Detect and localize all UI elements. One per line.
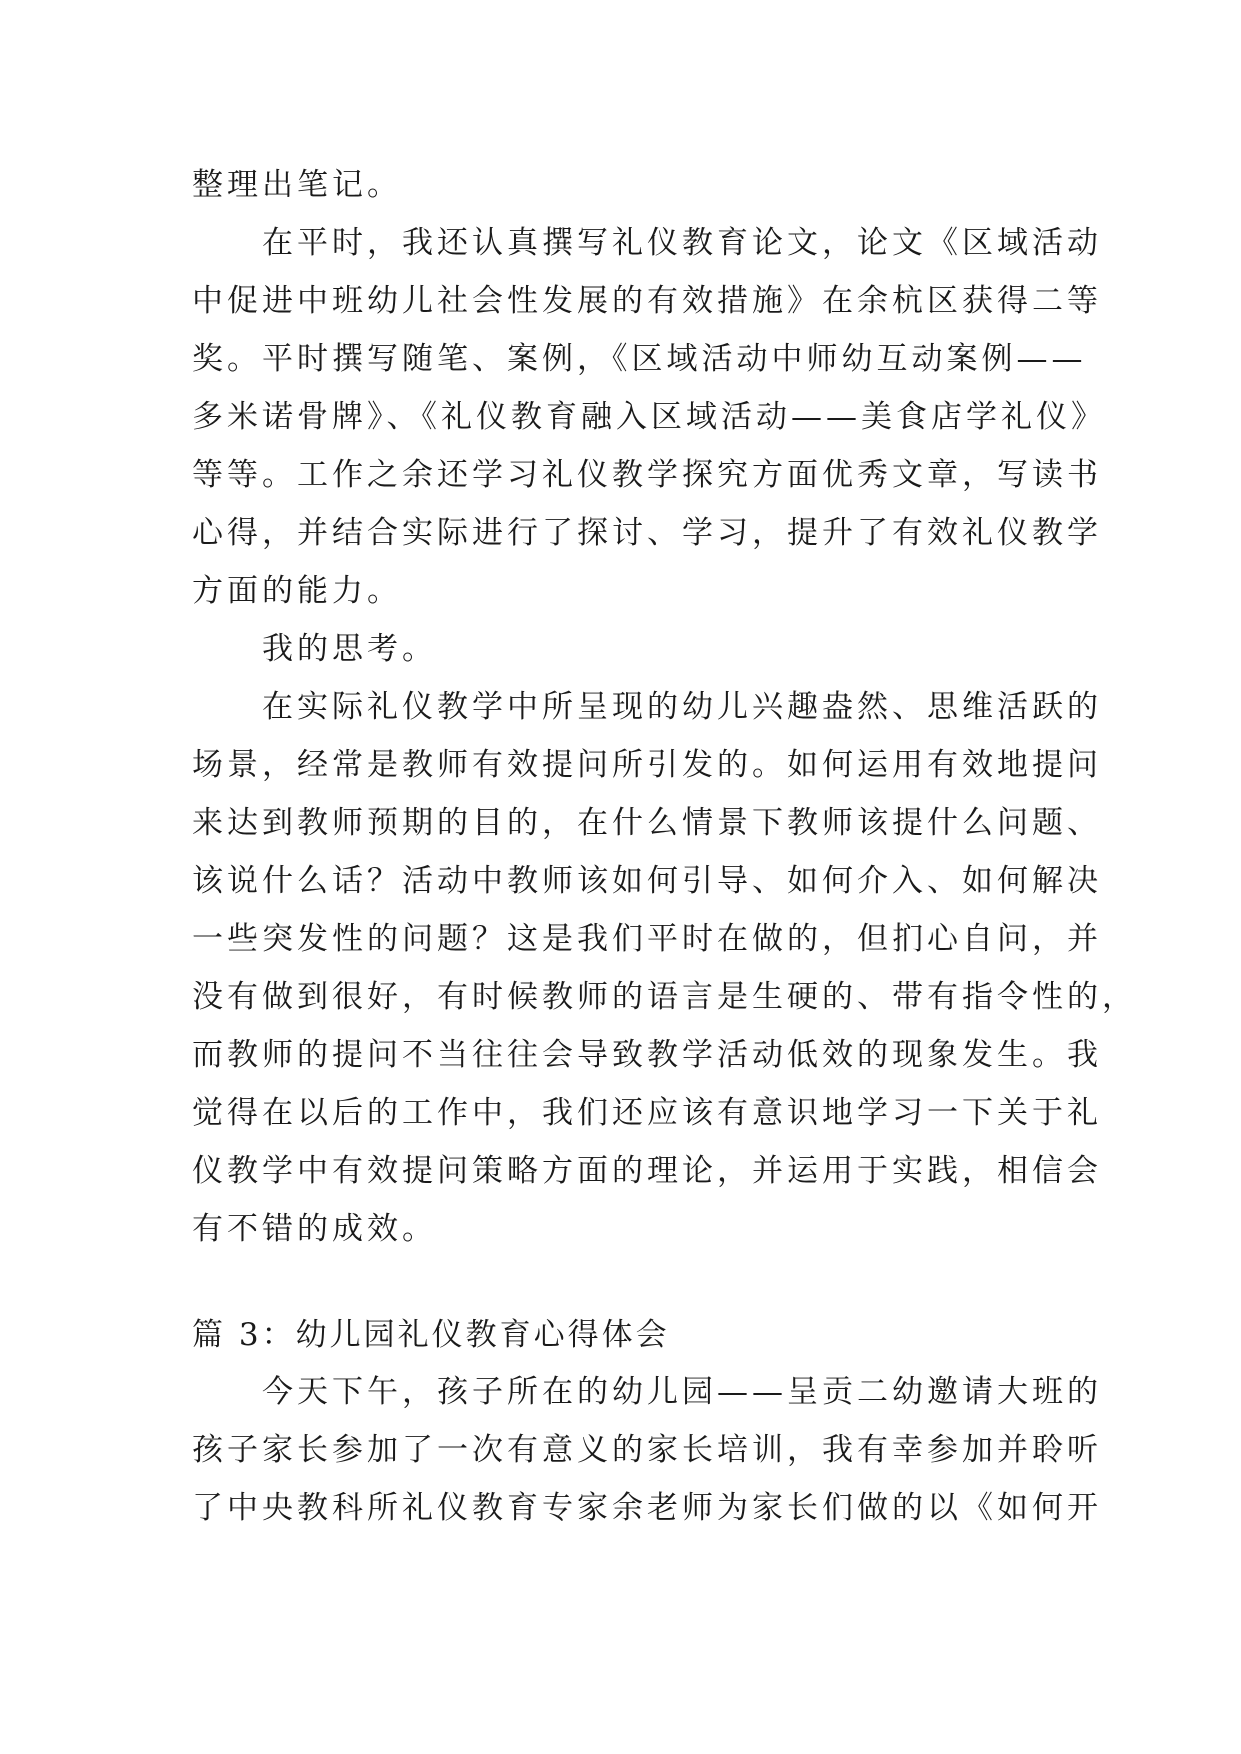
text-line: 我的思考。 xyxy=(192,631,437,667)
text-line: 一些突发性的问题？这是我们平时在做的，但扪心自问，并 xyxy=(192,921,1102,957)
text-line: 场景，经常是教师有效提问所引发的。如何运用有效地提问 xyxy=(192,747,1102,783)
text-line: 没有做到很好，有时候教师的语言是生硬的、带有指令性的， xyxy=(192,979,1137,1015)
text-line: 该说什么话？活动中教师该如何引导、如何介入、如何解决 xyxy=(192,863,1102,899)
text-line: 多米诺骨牌》、《礼仪教育融入区域活动——美食店学礼仪》 xyxy=(192,399,1106,435)
text-line: 等等。工作之余还学习礼仪教学探究方面优秀文章，写读书 xyxy=(192,457,1102,493)
text-line: 心得，并结合实际进行了探讨、学习，提升了有效礼仪教学 xyxy=(192,515,1102,551)
text-line: 奖。平时撰写随笔、案例，《区域活动中师幼互动案例—— xyxy=(192,341,1087,377)
text-line: 来达到教师预期的目的，在什么情景下教师该提什么问题、 xyxy=(192,805,1102,841)
text-line: 整理出笔记。 xyxy=(192,167,402,203)
section-heading-block xyxy=(192,1306,1072,1364)
text-line: 而教师的提问不当往往会导致教学活动低效的现象发生。我 xyxy=(192,1037,1102,1073)
text-line: 孩子家长参加了一次有意义的家长培训，我有幸参加并聆听 xyxy=(192,1432,1102,1468)
text-line: 方面的能力。 xyxy=(192,573,402,609)
text-block-section3 xyxy=(192,1363,1102,1537)
text-line: 了中央教科所礼仪教育专家余老师为家长们做的以《如何开 xyxy=(192,1490,1102,1526)
text-block-main xyxy=(192,156,1137,1258)
text-line: 在实际礼仪教学中所呈现的幼儿兴趣盎然、思维活跃的 xyxy=(192,689,1102,725)
section-heading: 篇 3：幼儿园礼仪教育心得体会 xyxy=(192,1317,670,1353)
text-line: 中促进中班幼儿社会性发展的有效措施》在余杭区获得二等 xyxy=(192,283,1102,319)
text-line: 仪教学中有效提问策略方面的理论，并运用于实践，相信会 xyxy=(192,1153,1102,1189)
text-line: 在平时，我还认真撰写礼仪教育论文，论文《区域活动 xyxy=(192,225,1102,261)
text-line: 今天下午，孩子所在的幼儿园——呈贡二幼邀请大班的 xyxy=(192,1374,1102,1410)
text-line: 觉得在以后的工作中，我们还应该有意识地学习一下关于礼 xyxy=(192,1095,1102,1131)
text-line: 有不错的成效。 xyxy=(192,1211,437,1247)
